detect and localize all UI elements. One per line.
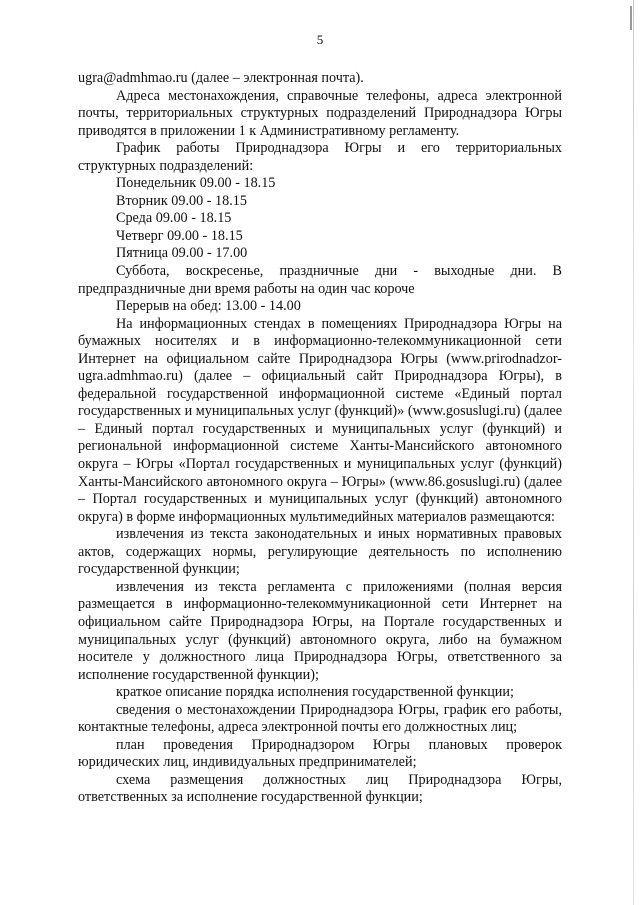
scan-corner-mark (627, 6, 632, 30)
schedule-monday: Понедельник 09.00 - 18.15 (116, 175, 276, 192)
schedule-friday: Пятница 09.00 - 17.00 (116, 245, 248, 262)
email-continuation: ugra@admhmao.ru (далее – электронная почта). (78, 70, 364, 86)
list-item-inspection-plan: план проведения Природнадзором Югры плановых проверок юридических лиц, индивидуальных предпринимателей; (78, 736, 562, 771)
list-item-staff-layout: схема размещения должностных лиц Природнадзора Югры, ответственных за исполнение государственной функции; (78, 771, 562, 806)
schedule-thursday: Четверг 09.00 - 18.15 (116, 227, 243, 244)
schedule-tuesday: Вторник 09.00 - 18.15 (116, 192, 247, 209)
schedule-heading: График работы Природнадзора Югры и его территориальных структурных подразделений: (78, 140, 562, 174)
info-stands-paragraph: На информационных стендах в помещениях Природнадзора Югры на бумажных носителях и в информационно-телекоммуникационной сети Интернет на официальном сайте Природнадзора Югры (www.prirodnadzor-ugra.admhmao.ru) (далее – официальный сайт Природнадзора Югры), в федеральной государственной информационной системе «Единый портал государственных и муниципальных услуг (функций)» (www.gosuslugi.ru) (далее – Единый портал государственных и муниципальных услуг (функций) и региональной информационной системе Ханты-Мансийского автономного округа – Югры «Портал государственных и муниципальных услуг (функций) Ханты-Мансийского автономного округа – Югры» (www.86.gosuslugi.ru) (далее – Портал государственных и муниципальных услуг (функций) автономного округа) в форме информационных мультимедийных материалов размещаются: (78, 315, 562, 525)
list-item-procedure-summary: краткое описание порядка исполнения государственной функции; (116, 684, 514, 701)
list-item-regulation-extracts: извлечения из текста регламента с приложениями (полная версия размещается в информационно-телекоммуникационной сети Интернет на официальном сайте Природнадзора Югры, на Портале государственных и муниципальных услуг (функций) автономного округа, либо на бумажном носителе у должностного лица Природнадзора Югры, ответственного за исполнение государственной функции); (78, 578, 562, 683)
list-item-location-info: сведения о местонахождении Природнадзора Югры, график его работы, контактные телефоны, адреса электронной почты его должностных лиц; (78, 701, 562, 736)
schedule-wednesday: Среда 09.00 - 18.15 (116, 210, 232, 227)
scan-edge-line (633, 0, 634, 905)
lunch-break: Перерыв на обед: 13.00 - 14.00 (116, 298, 301, 315)
list-item-legal-extracts: извлечения из текста законодательных и иных нормативных правовых актов, содержащих нормы, регулирующие деятельность по исполнению государственной функции; (78, 526, 562, 578)
addresses-paragraph: Адреса местонахождения, справочные телефоны, адреса электронной почты, территориальных структурных подразделений Природнадзора Югры приводятся в приложении 1 к Административному регламенту. (78, 87, 562, 139)
weekend-note: Суббота, воскресенье, праздничные дни - выходные дни. В предпраздничные дни время работы на один час короче (78, 263, 562, 297)
document-body (78, 70, 562, 807)
page-number: 5 (316, 32, 324, 47)
